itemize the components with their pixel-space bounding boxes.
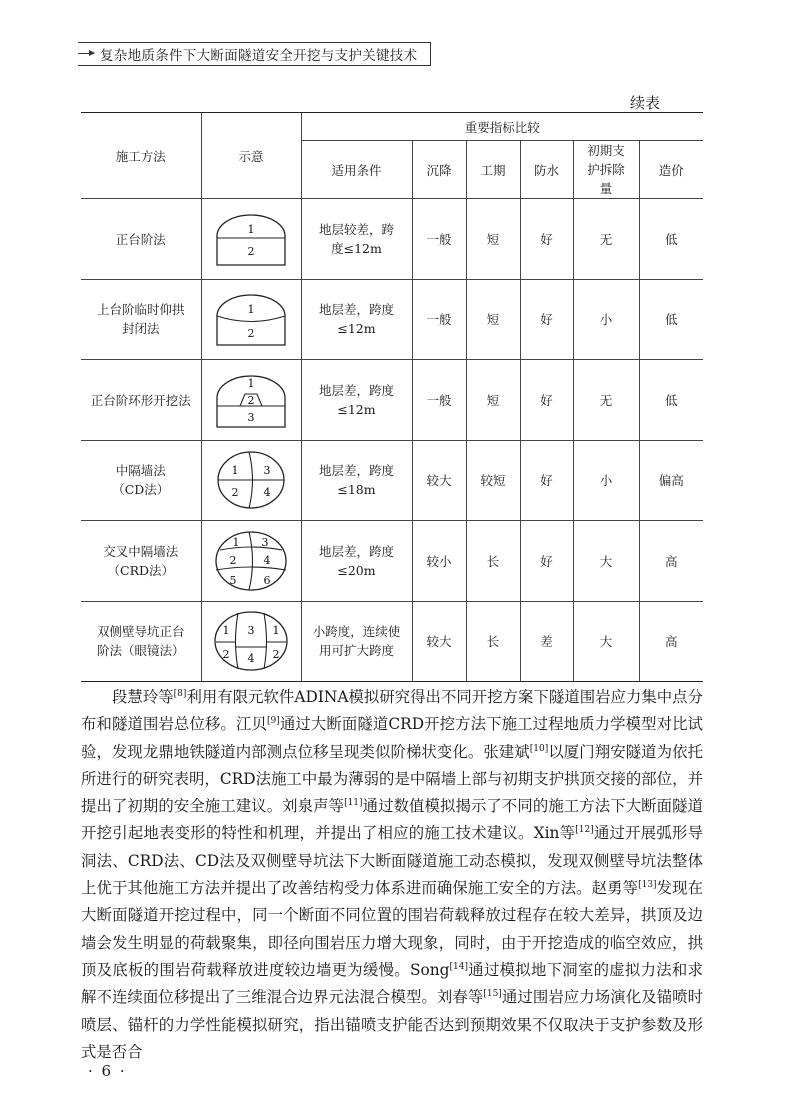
- ring-excavation-diagram: [211, 371, 291, 429]
- method-cell: 正台阶法: [81, 199, 201, 280]
- running-header-title: 复杂地质条件下大断面隧道安全开挖与支护关键技术: [100, 48, 418, 64]
- diagram-cell: [201, 601, 301, 682]
- diagram-label: 1: [272, 624, 280, 638]
- settlement-cell: 较小: [412, 521, 466, 602]
- method-cell: 交叉中隔墙法（CRD法）: [81, 521, 201, 602]
- condition-cell: 地层差，跨度≤18m: [301, 440, 412, 521]
- settlement-cell: 一般: [412, 279, 466, 360]
- method-cell: 中隔墙法（CD法）: [81, 440, 201, 521]
- diagram-label: 3: [247, 624, 255, 638]
- table-row: [81, 360, 703, 441]
- method-cell: 正台阶环形开挖法: [81, 360, 201, 441]
- method-cell: 双侧壁导坑正台阶法（眼镜法）: [81, 601, 201, 682]
- header-period: 工期: [466, 141, 520, 199]
- table-continued-label: 续表: [630, 94, 661, 112]
- period-cell: 短: [466, 279, 520, 360]
- diagram-cell: [201, 199, 301, 280]
- cost-cell: 低: [639, 360, 703, 441]
- settlement-cell: 较大: [412, 440, 466, 521]
- condition-cell: 地层差，跨度≤20m: [301, 521, 412, 602]
- diagram-label: 2: [231, 486, 239, 500]
- cd-method-diagram: [213, 450, 289, 510]
- removal-cell: 小: [573, 279, 639, 360]
- diagram-label: 5: [229, 573, 237, 587]
- settlement-cell: 较大: [412, 601, 466, 682]
- construction-method-comparison-table: [81, 112, 703, 682]
- waterproof-cell: 好: [520, 440, 573, 521]
- diagram-label: 2: [222, 648, 230, 662]
- diagram-cell: [201, 360, 301, 441]
- diagram-label: 3: [263, 464, 271, 478]
- diagram-label: 2: [247, 244, 255, 258]
- waterproof-cell: 差: [520, 601, 573, 682]
- period-cell: 较短: [466, 440, 520, 521]
- settlement-cell: 一般: [412, 360, 466, 441]
- period-cell: 短: [466, 199, 520, 280]
- diagram-label: 2: [247, 327, 255, 341]
- header-indicator-group: 重要指标比较: [301, 113, 703, 141]
- page-number: · 6 ·: [88, 1062, 127, 1080]
- diagram-label: 2: [272, 648, 280, 662]
- diagram-label: 2: [229, 553, 237, 567]
- waterproof-cell: 好: [520, 279, 573, 360]
- table-row: [81, 601, 703, 682]
- diagram-label: 4: [247, 652, 255, 666]
- diagram-label: 1: [247, 222, 255, 236]
- removal-cell: 大: [573, 521, 639, 602]
- removal-cell: 无: [573, 199, 639, 280]
- cost-cell: 高: [639, 601, 703, 682]
- header-waterproof: 防水: [520, 141, 573, 199]
- period-cell: 短: [466, 360, 520, 441]
- cost-cell: 低: [639, 279, 703, 360]
- diagram-label: 1: [247, 303, 255, 317]
- cost-cell: 偏高: [639, 440, 703, 521]
- waterproof-cell: 好: [520, 521, 573, 602]
- diagram-label: 6: [263, 573, 271, 587]
- removal-cell: 无: [573, 360, 639, 441]
- header-arrow-icon: [78, 53, 94, 54]
- table-row: [81, 279, 703, 360]
- condition-cell: 地层较差，跨度≤12m: [301, 199, 412, 280]
- diagram-label: 3: [261, 535, 269, 549]
- bench-method-diagram: [211, 211, 291, 267]
- diagram-label: 2: [247, 393, 255, 407]
- diagram-label: 4: [263, 553, 271, 567]
- header-removal: 初期支护拆除量: [573, 141, 639, 199]
- header-diagram: 示意: [201, 113, 301, 199]
- condition-cell: 地层差，跨度≤12m: [301, 279, 412, 360]
- cost-cell: 低: [639, 199, 703, 280]
- removal-cell: 大: [573, 601, 639, 682]
- diagram-label: 1: [222, 624, 230, 638]
- diagram-cell: [201, 279, 301, 360]
- condition-cell: 小跨度，连续使用可扩大跨度: [301, 601, 412, 682]
- settlement-cell: 一般: [412, 199, 466, 280]
- method-cell: 上台阶临时仰拱封闭法: [81, 279, 201, 360]
- diagram-label: 1: [231, 464, 239, 478]
- header-condition: 适用条件: [301, 141, 412, 199]
- table-row: [81, 440, 703, 521]
- cost-cell: 高: [639, 521, 703, 602]
- header-cost: 造价: [639, 141, 703, 199]
- diagram-label: 1: [247, 376, 255, 390]
- removal-cell: 小: [573, 440, 639, 521]
- diagram-label: 3: [247, 410, 255, 424]
- header-method: 施工方法: [81, 113, 201, 199]
- diagram-label: 4: [263, 486, 271, 500]
- table-row: [81, 199, 703, 280]
- period-cell: 长: [466, 521, 520, 602]
- crd-method-diagram: [211, 530, 291, 592]
- diagram-label: 1: [232, 535, 240, 549]
- waterproof-cell: 好: [520, 360, 573, 441]
- header-settlement: 沉降: [412, 141, 466, 199]
- diagram-cell: [201, 521, 301, 602]
- body-text: [81, 684, 703, 1066]
- diagram-cell: [201, 440, 301, 521]
- body-paragraph: 段慧玲等[8]利用有限元软件ADINA模拟研究得出不同开挖方案下隧道围岩应力集中点分布和隧道围岩总位移。江贝[9]通过大断面隧道CRD开挖方法下施工过程地质力学模型对比试验，发现龙鼎地铁隧道内部测点位移呈现类似阶梯状变化。张建斌[10]以厦门翔安隧道为依托所进行的研究表明，CRD法施工中最为薄弱的是中隔墙上部与初期支护拱顶交接的部位，并提出了初期的安全施工建议。刘泉声等[11]通过数值模拟揭示了不同的施工方法下大断面隧道开挖引起地表变形的特性和机理，并提出了相应的施工技术建议。Xin等[12]通过开展弧形导洞法、CRD法、CD法及双侧壁导坑法下大断面隧道施工动态模拟，发现双侧壁导坑法整体上优于其他施工方法并提出了改善结构受力体系进而确保施工安全的方法。赵勇等[13]发现在大断面隧道开挖过程中，同一个断面不同位置的围岩荷载释放过程存在较大差异，拱顶及边墙会发生明显的荷载聚集，即径向围岩压力增大现象，同时，由于开挖造成的临空效应，拱顶及底板的围岩荷载释放进度较边墙更为缓慢。Song[14]通过模拟地下洞室的虚拟力法和求解不连续面位移提出了三维混合边界元法混合模型。刘春等[15]通过围岩应力场演化及锚喷时喷层、锚杆的力学性能模拟研究，指出锚喷支护能否达到预期效果不仅取决于支护参数及形式是否合: [81, 688, 703, 1061]
- double-side-drift-diagram: [211, 610, 291, 672]
- waterproof-cell: 好: [520, 199, 573, 280]
- temporary-invert-diagram: [211, 291, 291, 347]
- condition-cell: 地层差，跨度≤12m: [301, 360, 412, 441]
- period-cell: 长: [466, 601, 520, 682]
- table-row: [81, 521, 703, 602]
